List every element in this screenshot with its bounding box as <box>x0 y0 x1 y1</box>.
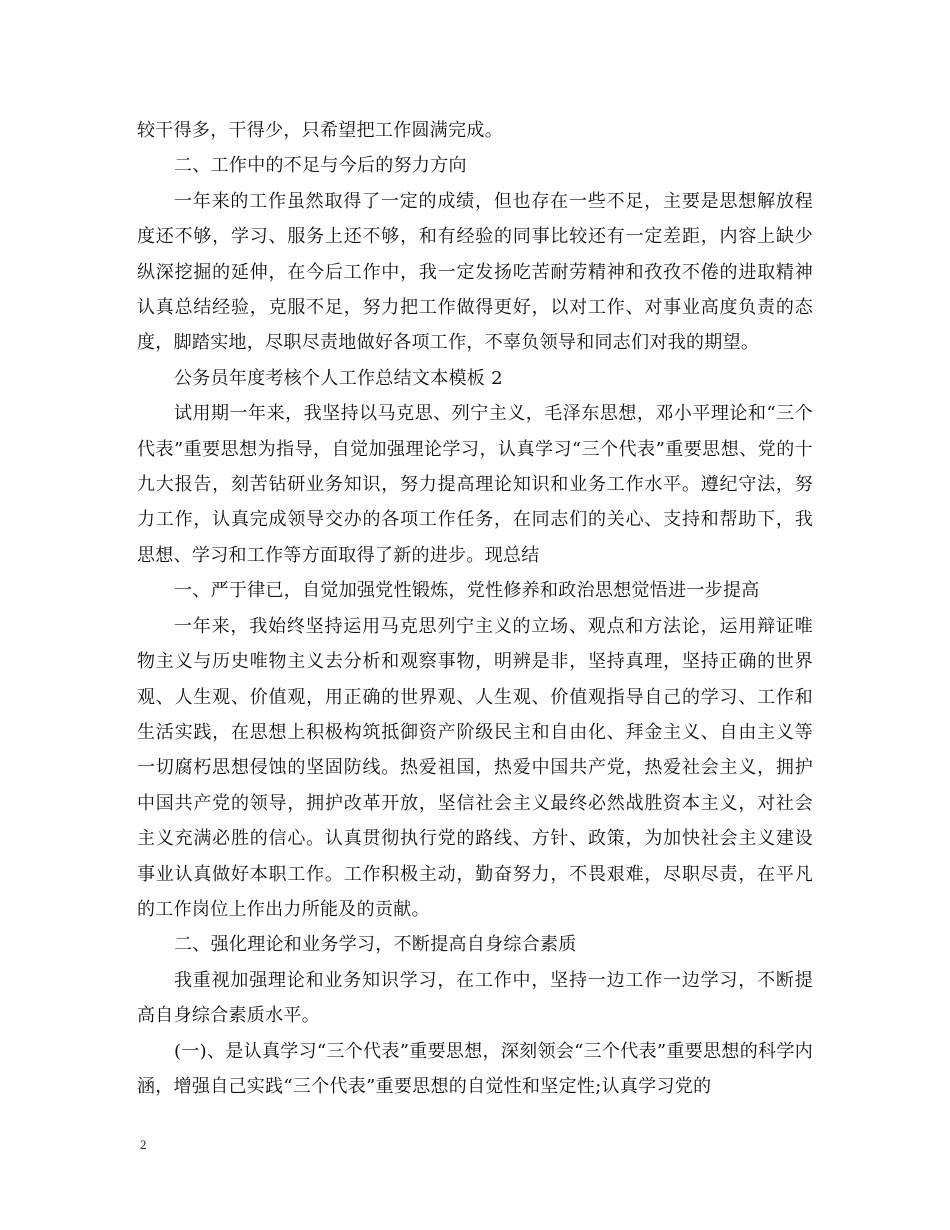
paragraph-continuation: 较干得多，干得少，只希望把工作圆满完成。 <box>137 120 503 141</box>
page-number: 2 <box>140 1137 147 1152</box>
paragraph-shortcomings: 一年来的工作虽然取得了一定的成绩，但也存在一些不足，主要是思想解放程度还不够，学习、服务上还不够，和有经验的同事比较还有一定差距，内容上缺少纵深挖掘的延伸，在今后工作中，我一定发扬吃苦耐劳精神和孜孜不倦的进取精神认真总结经验，克服不足，努力把工作做得更好，以对工作、对事业高度负责的态度，脚踏实地，尽职尽责地做好各项工作，不辜负领导和同志们对我的期望。 <box>137 190 813 354</box>
paragraph-study-item-1: (一)、是认真学习“三个代表”重要思想，深刻领会“三个代表”重要思想的科学内涵，增强自己实践“三个代表”重要思想的自觉性和坚定性;认真学习党的 <box>137 1040 813 1097</box>
template-title: 公务员年度考核个人工作总结文本模板 2 <box>174 367 503 389</box>
paragraph-intro: 试用期一年来，我坚持以马克思、列宁主义，毛泽东思想，邓小平理论和“三个代表”重要思想为指导，自觉加强理论学习，认真学习“三个代表”重要思想、党的十九大报告，刻苦钻研业务知识，努力提高理论知识和业务工作水平。遵纪守法，努力工作，认真完成领导交办的各项工作任务，在同志们的关心、支持和帮助下，我思想、学习和工作等方面取得了新的进步。现总结 <box>137 403 813 566</box>
section-heading-discipline: 一、严于律已，自觉加强党性锻炼，党性修养和政治思想觉悟进一步提高 <box>174 580 760 602</box>
paragraph-discipline: 一年来，我始终坚持运用马克思列宁主义的立场、观点和方法论，运用辩证唯物主义与历史唯物主义去分析和观察事物，明辨是非，坚持真理，坚持正确的世界观、人生观、价值观，用正确的世界观、人生观、价值观指导自己的学习、工作和生活实践，在思想上积极构筑抵御资产阶级民主和自由化、拜金主义、自由主义等一切腐朽思想侵蚀的坚固防线。热爱祖国，热爱中国共产党，热爱社会主义，拥护中国共产党的领导，拥护改革开放，坚信社会主义最终必然战胜资本主义，对社会主义充满必胜的信心。认真贯彻执行党的路线、方针、政策，为加快社会主义建设事业认真做好本职工作。工作积极主动，勤奋努力，不畏艰难，尽职尽责，在平凡的工作岗位上作出力所能及的贡献。 <box>137 615 813 920</box>
document-body <box>137 113 813 1104</box>
section-heading-study: 二、强化理论和业务学习，不断提高自身综合素质 <box>174 934 577 956</box>
paragraph-study: 我重视加强理论和业务知识学习，在工作中，坚持一边工作一边学习，不断提高自身综合素质水平。 <box>137 969 813 1027</box>
section-heading-shortcomings: 二、工作中的不足与今后的努力方向 <box>174 155 467 177</box>
